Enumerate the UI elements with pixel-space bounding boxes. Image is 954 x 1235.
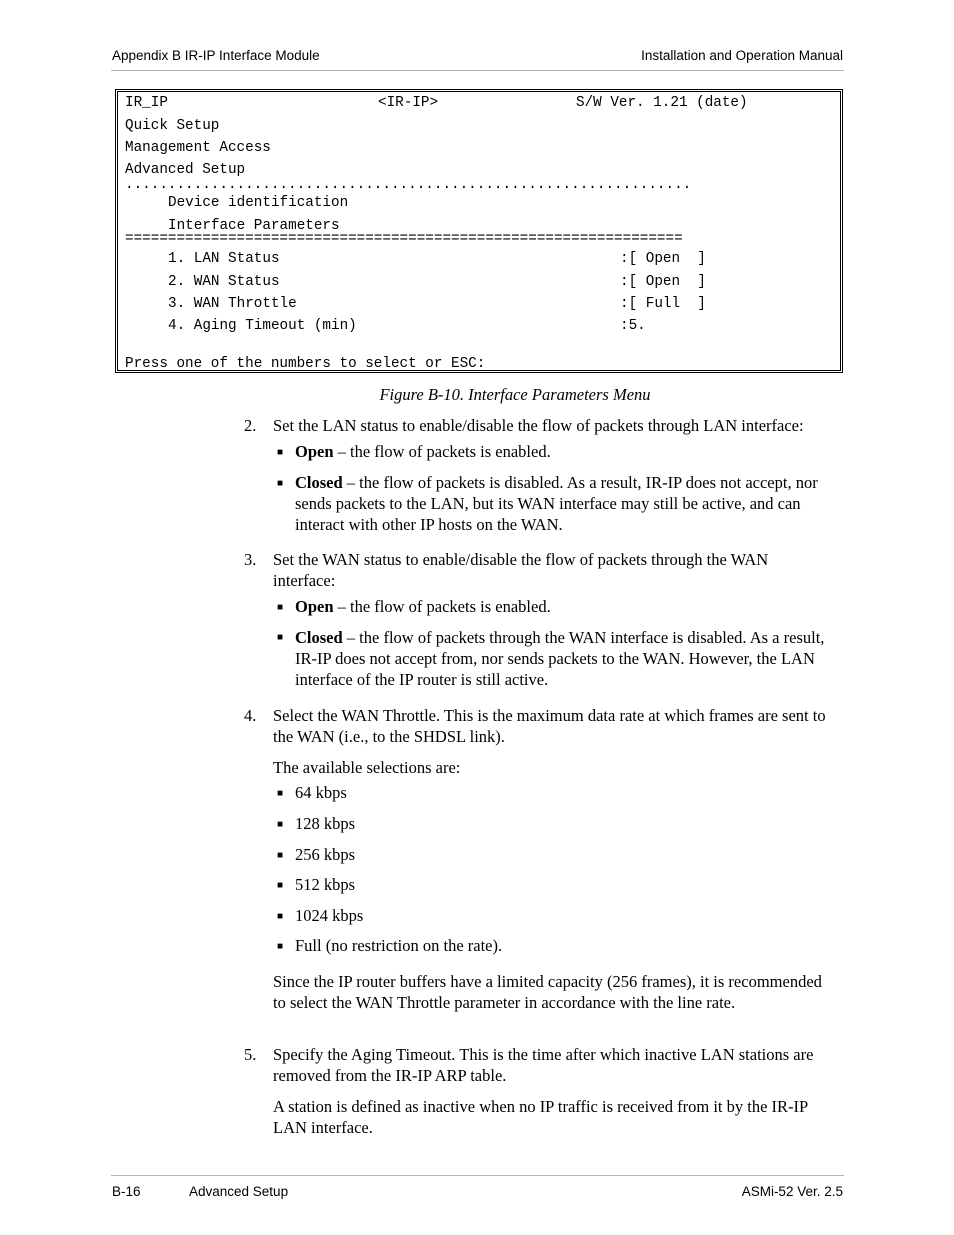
rate-option: Full (no restriction on the rate).	[295, 936, 503, 955]
step-paragraph: A station is defined as inactive when no IP traffic is received from it by the IR-IP LAN interface.	[273, 1097, 808, 1137]
bullet-icon: ■	[277, 911, 284, 922]
menu-option-value: :[ Open ]	[620, 274, 706, 290]
submenu-path-item: Device identification	[168, 195, 349, 211]
dotted-separator: ..................................................................	[125, 177, 692, 193]
double-rule-separator: =================================================================	[125, 231, 683, 247]
step-number: 3.	[244, 550, 257, 569]
menu-option-value: :[ Full ]	[620, 296, 706, 312]
step-number: 2.	[244, 416, 257, 435]
menu-option-label[interactable]: 4. Aging Timeout (min)	[168, 318, 357, 334]
bullet-icon: ■	[277, 788, 284, 799]
rate-option: 64 kbps	[295, 783, 347, 802]
bullet-item	[295, 441, 855, 462]
menu-option-label[interactable]: 2. WAN Status	[168, 274, 280, 290]
terminal-title-left: IR_IP	[125, 95, 168, 111]
step-number: 4.	[244, 706, 257, 725]
bullet-item	[295, 627, 843, 690]
option-description: – the flow of packets is enabled.	[333, 442, 551, 461]
step-paragraph: Set the LAN status to enable/disable the flow of packets through LAN interface:	[273, 416, 804, 435]
option-name: Closed	[295, 473, 343, 492]
step-number: 5.	[244, 1045, 257, 1064]
option-description: – the flow of packets is disabled. As a result, IR-IP does not accept, nor sends packets to the LAN, but its WAN interface may still be active, and can interact with other IP hosts on the WAN.	[295, 473, 818, 534]
submenu-path-item: Interface Parameters	[168, 218, 340, 234]
menu-option-value: :[ Open ]	[620, 251, 706, 267]
bullet-icon: ■	[277, 850, 284, 861]
option-name: Closed	[295, 628, 343, 647]
header-chapter: Appendix B IR-IP Interface Module	[112, 48, 320, 63]
figure-caption: Figure B-10. Interface Parameters Menu	[379, 385, 651, 404]
bullet-icon: ■	[277, 447, 284, 458]
page-number: B-16	[112, 1184, 141, 1199]
rate-option: 1024 kbps	[295, 906, 364, 925]
page-header	[111, 48, 844, 71]
rate-option: 128 kbps	[295, 814, 356, 833]
step-paragraph: Specify the Aging Timeout. This is the time after which inactive LAN stations are removed from the IR-IP ARP table.	[273, 1045, 814, 1085]
terminal-screen	[115, 89, 843, 373]
menu-option-label[interactable]: 3. WAN Throttle	[168, 296, 297, 312]
option-description: – the flow of packets is enabled.	[333, 597, 551, 616]
step-paragraph: The available selections are:	[273, 758, 461, 777]
bullet-icon: ■	[277, 880, 284, 891]
bullet-icon: ■	[277, 602, 284, 613]
bullet-icon: ■	[277, 819, 284, 830]
menu-path-item: Advanced Setup	[125, 162, 246, 178]
bullet-icon: ■	[277, 941, 284, 952]
menu-option-value: :5.	[620, 318, 646, 334]
terminal-title-mid: <IR-IP>	[378, 95, 439, 111]
bullet-item	[295, 472, 843, 535]
bullet-item	[295, 596, 855, 617]
terminal-title-right: S/W Ver. 1.21 (date)	[576, 95, 748, 111]
bullet-icon: ■	[277, 478, 284, 489]
page-footer	[111, 1175, 844, 1206]
footer-section: Advanced Setup	[189, 1184, 289, 1199]
option-name: Open	[295, 442, 334, 461]
option-description: – the flow of packets through the WAN interface is disabled. As a result, IR-IP does not accept from, nor sends packets to the WAN. However, the LAN interface of the IP router is still active.	[295, 628, 825, 689]
step-paragraph: Set the WAN status to enable/disable the flow of packets through the WAN interface:	[273, 550, 769, 590]
footer-version: ASMi-52 Ver. 2.5	[741, 1184, 843, 1199]
rate-option: 256 kbps	[295, 845, 356, 864]
option-name: Open	[295, 597, 334, 616]
menu-path-item: Quick Setup	[125, 118, 220, 134]
menu-option-label[interactable]: 1. LAN Status	[168, 251, 280, 267]
terminal-prompt: Press one of the numbers to select or ESC:	[125, 356, 486, 372]
menu-path-item: Management Access	[125, 140, 271, 156]
header-manual-title: Installation and Operation Manual	[641, 48, 843, 63]
step-paragraph: Since the IP router buffers have a limited capacity (256 frames), it is recommended to select the WAN Throttle parameter in accordance with the line rate.	[273, 972, 822, 1012]
step-paragraph: Select the WAN Throttle. This is the maximum data rate at which frames are sent to the WAN (i.e., to the SHDSL link).	[273, 706, 826, 746]
bullet-icon: ■	[277, 632, 284, 643]
rate-option: 512 kbps	[295, 875, 356, 894]
